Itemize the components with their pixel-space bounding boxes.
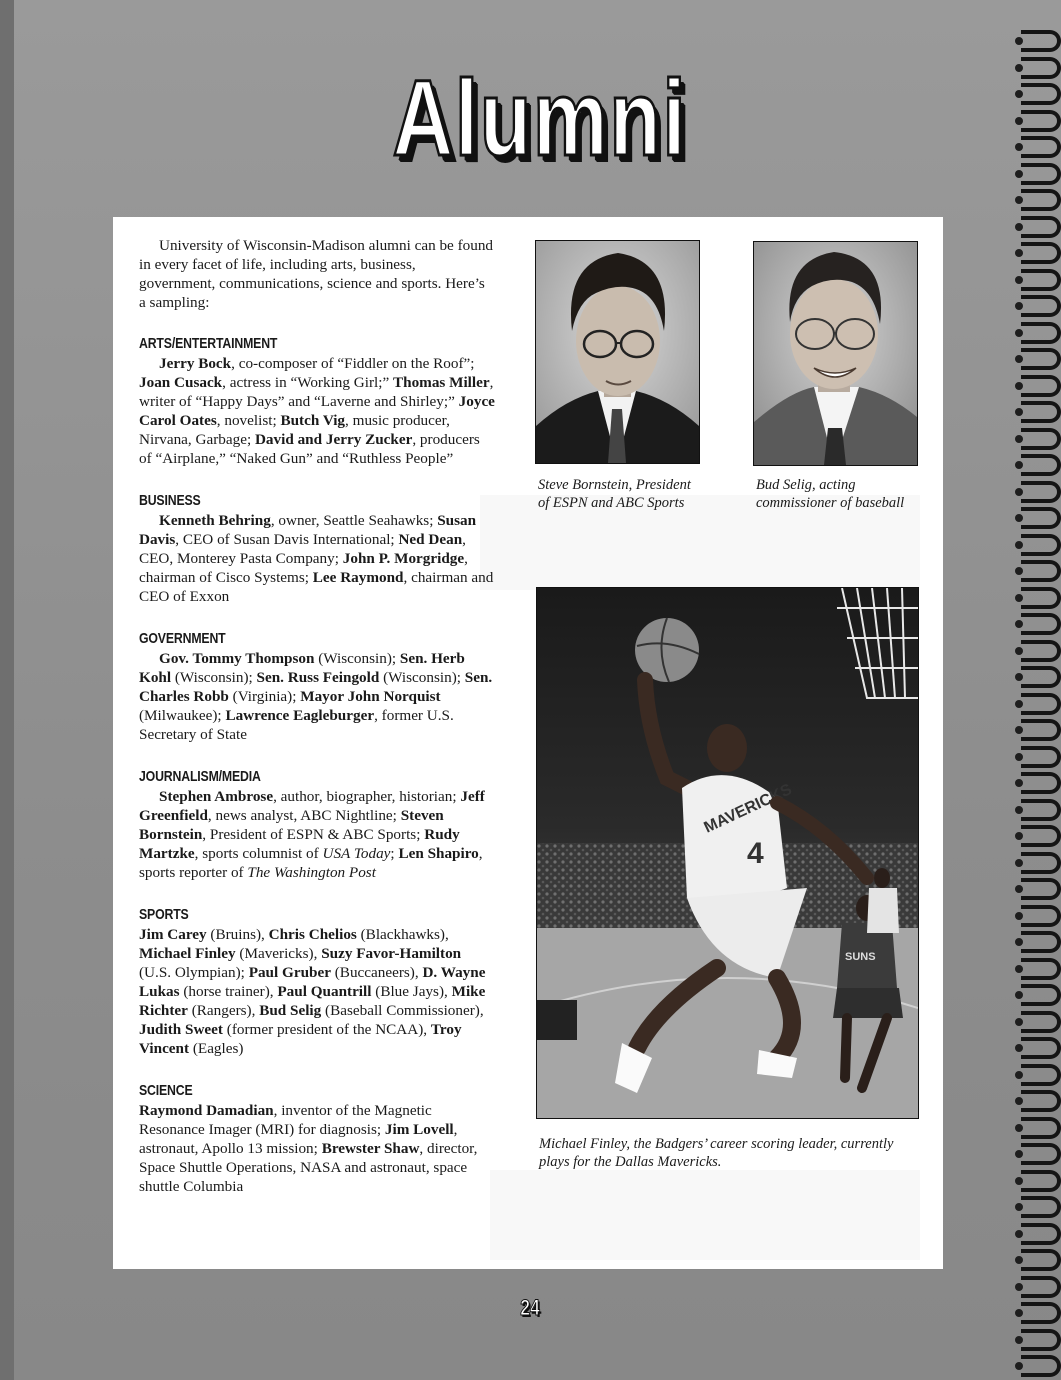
binding-hole bbox=[1015, 302, 1023, 310]
spiral-coil bbox=[1021, 1196, 1061, 1218]
description-text: , producers of “Airplane,” “Naked Gun” and “Ruthless People” bbox=[139, 431, 480, 467]
section-journalism bbox=[139, 767, 495, 882]
spiral-coil bbox=[1021, 719, 1061, 741]
spiral-coil bbox=[1021, 772, 1061, 794]
alumni-name: Joyce Carol Oates bbox=[139, 393, 495, 429]
caption-bornstein: Steve Bornstein, President of ESPN and ABC Sports bbox=[538, 477, 691, 511]
binding-hole bbox=[1015, 1230, 1023, 1238]
section-body bbox=[139, 354, 495, 468]
alumni-text-column bbox=[139, 236, 495, 1219]
description-text: , former U.S. Secretary of State bbox=[139, 707, 454, 743]
binding-hole bbox=[1015, 249, 1023, 257]
spiral-coil bbox=[1021, 348, 1061, 370]
spiral-coil bbox=[1021, 984, 1061, 1006]
section-heading: SCIENCE bbox=[139, 1082, 193, 1099]
binding-hole bbox=[1015, 461, 1023, 469]
description-text: , chairman and CEO of Exxon bbox=[139, 569, 494, 605]
spiral-coil bbox=[1021, 110, 1061, 132]
spiral-coil bbox=[1021, 1143, 1061, 1165]
spiral-coil bbox=[1021, 958, 1061, 980]
description-text: (Blackhawks), bbox=[356, 926, 449, 943]
binding-hole bbox=[1015, 117, 1023, 125]
alumni-name: Jerry Bock bbox=[159, 355, 232, 372]
alumni-name: Butch Vig bbox=[280, 412, 346, 429]
alumni-name: Rudy Martzke bbox=[139, 826, 460, 862]
spiral-coil bbox=[1021, 30, 1061, 52]
binding-hole bbox=[1015, 382, 1023, 390]
section-heading: JOURNALISM/MEDIA bbox=[139, 768, 261, 785]
alumni-name: Bud Selig bbox=[259, 1002, 322, 1019]
spiral-coil bbox=[1021, 878, 1061, 900]
binding-hole bbox=[1015, 541, 1023, 549]
faded-background-print bbox=[490, 1170, 920, 1260]
spiral-coil bbox=[1021, 1170, 1061, 1192]
spiral-coil bbox=[1021, 83, 1061, 105]
binding-hole bbox=[1015, 64, 1023, 72]
section-business bbox=[139, 491, 495, 606]
spiral-coil bbox=[1021, 322, 1061, 344]
binding-hole bbox=[1015, 806, 1023, 814]
publication-title: USA Today bbox=[322, 845, 391, 862]
spiral-coil bbox=[1021, 1276, 1061, 1298]
spiral-coil bbox=[1021, 428, 1061, 450]
description-text: , actress in “Working Girl;” bbox=[222, 374, 393, 391]
description-text: , sports reporter of bbox=[139, 845, 483, 881]
section-body bbox=[139, 511, 495, 606]
binding-hole bbox=[1015, 514, 1023, 522]
spiral-coil bbox=[1021, 1117, 1061, 1139]
binding-hole bbox=[1015, 1018, 1023, 1026]
section-heading: BUSINESS bbox=[139, 492, 201, 509]
spiral-coil bbox=[1021, 852, 1061, 874]
binding-hole bbox=[1015, 1309, 1023, 1317]
section-body bbox=[139, 787, 495, 882]
binding-hole bbox=[1015, 1283, 1023, 1291]
spiral-coil bbox=[1021, 1223, 1061, 1245]
jersey-name-text: MAVERICKS bbox=[701, 781, 795, 837]
binding-hole bbox=[1015, 779, 1023, 787]
spiral-coil bbox=[1021, 507, 1061, 529]
intro-paragraph: University of Wisconsin-Madison alumni can be found in every facet of life, including arts, business, government, communications, science and sports. Here’s a sampling: bbox=[139, 237, 494, 311]
binding-hole bbox=[1015, 938, 1023, 946]
binding-hole bbox=[1015, 1362, 1023, 1370]
spiral-coil bbox=[1021, 242, 1061, 264]
binding-hole bbox=[1015, 37, 1023, 45]
spiral-coil bbox=[1021, 1064, 1061, 1086]
binding-hole bbox=[1015, 435, 1023, 443]
alumni-name: Ned Dean bbox=[398, 531, 463, 548]
binding-hole bbox=[1015, 859, 1023, 867]
binding-hole bbox=[1015, 1256, 1023, 1264]
description-text: , writer of “Happy Days” and “Laverne and Shirley;” bbox=[139, 374, 494, 410]
alumni-name: D. Wayne Lukas bbox=[139, 964, 486, 1000]
binding-hole bbox=[1015, 594, 1023, 602]
alumni-name: Jeff Greenfield bbox=[139, 788, 485, 824]
alumni-name: Michael Finley bbox=[139, 945, 236, 962]
description-text: , President of ESPN & ABC Sports; bbox=[202, 826, 425, 843]
description-text: , inventor of the Magnetic Resonance Imager (MRI) for diagnosis; bbox=[139, 1102, 432, 1138]
spiral-coil bbox=[1021, 905, 1061, 927]
photo-finley-dunk bbox=[536, 587, 919, 1119]
description-text: , news analyst, ABC Nightline; bbox=[207, 807, 401, 824]
description-text: (Mavericks), bbox=[235, 945, 322, 962]
section-heading: SPORTS bbox=[139, 906, 189, 923]
spiral-coil bbox=[1021, 295, 1061, 317]
description-text: , novelist; bbox=[216, 412, 281, 429]
alumni-name: Paul Gruber bbox=[248, 964, 331, 981]
binding-hole bbox=[1015, 965, 1023, 973]
alumni-name: Lee Raymond bbox=[312, 569, 404, 586]
description-text: (horse trainer), bbox=[179, 983, 278, 1000]
alumni-name: Brewster Shaw bbox=[321, 1140, 420, 1157]
binding-hole bbox=[1015, 1203, 1023, 1211]
page-title: Alumni bbox=[392, 57, 688, 178]
description-text: (former president of the NCAA), bbox=[222, 1021, 431, 1038]
binding-hole bbox=[1015, 753, 1023, 761]
spiral-coil bbox=[1021, 1329, 1061, 1351]
spiral-coil bbox=[1021, 560, 1061, 582]
alumni-name: Joan Cusack bbox=[139, 374, 223, 391]
page-number: 24 bbox=[520, 1295, 540, 1320]
binding-hole bbox=[1015, 329, 1023, 337]
alumni-name: Gov. Tommy Thompson bbox=[159, 650, 315, 667]
alumni-name: Sen. Herb Kohl bbox=[139, 650, 465, 686]
alumni-name: Mayor John Norquist bbox=[300, 688, 441, 705]
description-text: , owner, Seattle Seahawks; bbox=[270, 512, 438, 529]
binding-hole bbox=[1015, 90, 1023, 98]
alumni-name: Jim Lovell bbox=[384, 1121, 454, 1138]
binding-hole bbox=[1015, 567, 1023, 575]
binding-hole bbox=[1015, 885, 1023, 893]
spiral-coil bbox=[1021, 1302, 1061, 1324]
caption-selig: Bud Selig, acting commissioner of baseball bbox=[756, 477, 905, 511]
alumni-name: John P. Morgridge bbox=[342, 550, 465, 567]
spiral-coil bbox=[1021, 613, 1061, 635]
alumni-name: Judith Sweet bbox=[139, 1021, 223, 1038]
description-text: , astronaut, Apollo 13 mission; bbox=[139, 1121, 458, 1157]
binding-hole bbox=[1015, 620, 1023, 628]
description-text: (Bruins), bbox=[206, 926, 269, 943]
description-text: (Virginia); bbox=[228, 688, 301, 705]
description-text: , CEO of Susan Davis International; bbox=[175, 531, 399, 548]
binding-hole bbox=[1015, 912, 1023, 920]
binding-hole bbox=[1015, 1044, 1023, 1052]
alumni-name: Jim Carey bbox=[139, 926, 207, 943]
binding-hole bbox=[1015, 832, 1023, 840]
spiral-coil bbox=[1021, 640, 1061, 662]
alumni-name: Troy Vincent bbox=[139, 1021, 462, 1057]
spiral-coil bbox=[1021, 375, 1061, 397]
publication-title: The Washington Post bbox=[247, 864, 376, 881]
opponent-jersey-text: SUNS bbox=[845, 951, 876, 963]
description-text: (Wisconsin); bbox=[171, 669, 257, 686]
alumni-name: Kenneth Behring bbox=[159, 512, 271, 529]
jersey-number-text: 4 bbox=[747, 837, 764, 870]
spiral-coil bbox=[1021, 587, 1061, 609]
binding-hole bbox=[1015, 726, 1023, 734]
binding-hole bbox=[1015, 1097, 1023, 1105]
alumni-name: Susan Davis bbox=[139, 512, 477, 548]
section-body bbox=[139, 649, 495, 744]
alumni-name: Len Shapiro bbox=[398, 845, 479, 862]
caption-finley: Michael Finley, the Badgers’ career scoring leader, currently plays for the Dallas Mavericks. bbox=[539, 1136, 894, 1170]
binding-hole bbox=[1015, 276, 1023, 284]
description-text: , sports columnist of bbox=[194, 845, 323, 862]
alumni-name: Thomas Miller bbox=[393, 374, 490, 391]
description-text: (Blue Jays), bbox=[371, 983, 452, 1000]
spiral-coil bbox=[1021, 666, 1061, 688]
alumni-name: Sen. Russ Feingold bbox=[256, 669, 380, 686]
spiral-coil bbox=[1021, 481, 1061, 503]
spiral-coil bbox=[1021, 1355, 1061, 1377]
description-text: , co-composer of “Fiddler on the Roof”; bbox=[231, 355, 475, 372]
portrait-selig bbox=[753, 241, 918, 466]
page-spine-shadow bbox=[0, 0, 14, 1380]
binding-hole bbox=[1015, 991, 1023, 999]
binding-hole bbox=[1015, 196, 1023, 204]
binding-hole bbox=[1015, 408, 1023, 416]
spiral-coil bbox=[1021, 269, 1061, 291]
description-text: , author, biographer, historian; bbox=[273, 788, 461, 805]
spiral-coil bbox=[1021, 746, 1061, 768]
alumni-name: Paul Quantrill bbox=[277, 983, 372, 1000]
alumni-name: Steven Bornstein bbox=[139, 807, 444, 843]
alumni-name: Chris Chelios bbox=[268, 926, 357, 943]
binding-hole bbox=[1015, 1150, 1023, 1158]
alumni-name: Lawrence Eagleburger bbox=[225, 707, 375, 724]
section-government bbox=[139, 629, 495, 744]
binding-hole bbox=[1015, 223, 1023, 231]
description-text: ; bbox=[390, 845, 399, 862]
alumni-name: David and Jerry Zucker bbox=[254, 431, 413, 448]
description-text: , music producer, Nirvana, Garbage; bbox=[139, 412, 450, 448]
spiral-coil bbox=[1021, 693, 1061, 715]
description-text: (Wisconsin); bbox=[379, 669, 465, 686]
binding-hole bbox=[1015, 143, 1023, 151]
spiral-coil bbox=[1021, 216, 1061, 238]
spiral-coil bbox=[1021, 189, 1061, 211]
section-heading: ARTS/ENTERTAINMENT bbox=[139, 335, 278, 352]
section-body bbox=[139, 925, 495, 1058]
spiral-coil bbox=[1021, 136, 1061, 158]
description-text: (U.S. Olympian); bbox=[139, 964, 249, 981]
alumni-name: Sen. Charles Robb bbox=[139, 669, 493, 705]
section-heading: GOVERNMENT bbox=[139, 630, 226, 647]
spiral-coil bbox=[1021, 57, 1061, 79]
spiral-coil bbox=[1021, 1037, 1061, 1059]
binding-hole bbox=[1015, 673, 1023, 681]
spiral-coil bbox=[1021, 1090, 1061, 1112]
description-text: , director, Space Shuttle Operations, NASA and astronaut, space shuttle Columbia bbox=[139, 1140, 478, 1195]
section-body bbox=[139, 1101, 495, 1196]
description-text: (Eagles) bbox=[189, 1040, 244, 1057]
spiral-coil bbox=[1021, 931, 1061, 953]
section-arts bbox=[139, 334, 495, 468]
description-text: (Baseball Commissioner), bbox=[321, 1002, 484, 1019]
spiral-coil bbox=[1021, 163, 1061, 185]
binding-hole bbox=[1015, 647, 1023, 655]
portrait-bornstein bbox=[535, 240, 700, 464]
binding-hole bbox=[1015, 170, 1023, 178]
binding-hole bbox=[1015, 488, 1023, 496]
spiral-coil bbox=[1021, 1011, 1061, 1033]
section-science bbox=[139, 1081, 495, 1196]
binding-hole bbox=[1015, 1177, 1023, 1185]
spiral-coil bbox=[1021, 534, 1061, 556]
alumni-name: Stephen Ambrose bbox=[159, 788, 274, 805]
spiral-binding bbox=[1015, 30, 1061, 1380]
binding-hole bbox=[1015, 1071, 1023, 1079]
description-text: (Rangers), bbox=[187, 1002, 260, 1019]
alumni-name: Mike Richter bbox=[139, 983, 486, 1019]
spiral-coil bbox=[1021, 799, 1061, 821]
binding-hole bbox=[1015, 1124, 1023, 1132]
section-sports bbox=[139, 905, 495, 1058]
spiral-coil bbox=[1021, 1249, 1061, 1271]
binding-hole bbox=[1015, 700, 1023, 708]
spiral-coil bbox=[1021, 401, 1061, 423]
description-text: , CEO, Monterey Pasta Company; bbox=[139, 531, 466, 567]
spiral-coil bbox=[1021, 825, 1061, 847]
description-text: (Milwaukee); bbox=[139, 707, 226, 724]
alumni-name: Raymond Damadian bbox=[139, 1102, 274, 1119]
spiral-coil bbox=[1021, 454, 1061, 476]
description-text: , chairman of Cisco Systems; bbox=[139, 550, 468, 586]
alumni-name: Suzy Favor-Hamilton bbox=[321, 945, 462, 962]
description-text: (Wisconsin); bbox=[314, 650, 400, 667]
binding-hole bbox=[1015, 355, 1023, 363]
description-text: (Buccaneers), bbox=[330, 964, 423, 981]
binding-hole bbox=[1015, 1336, 1023, 1344]
